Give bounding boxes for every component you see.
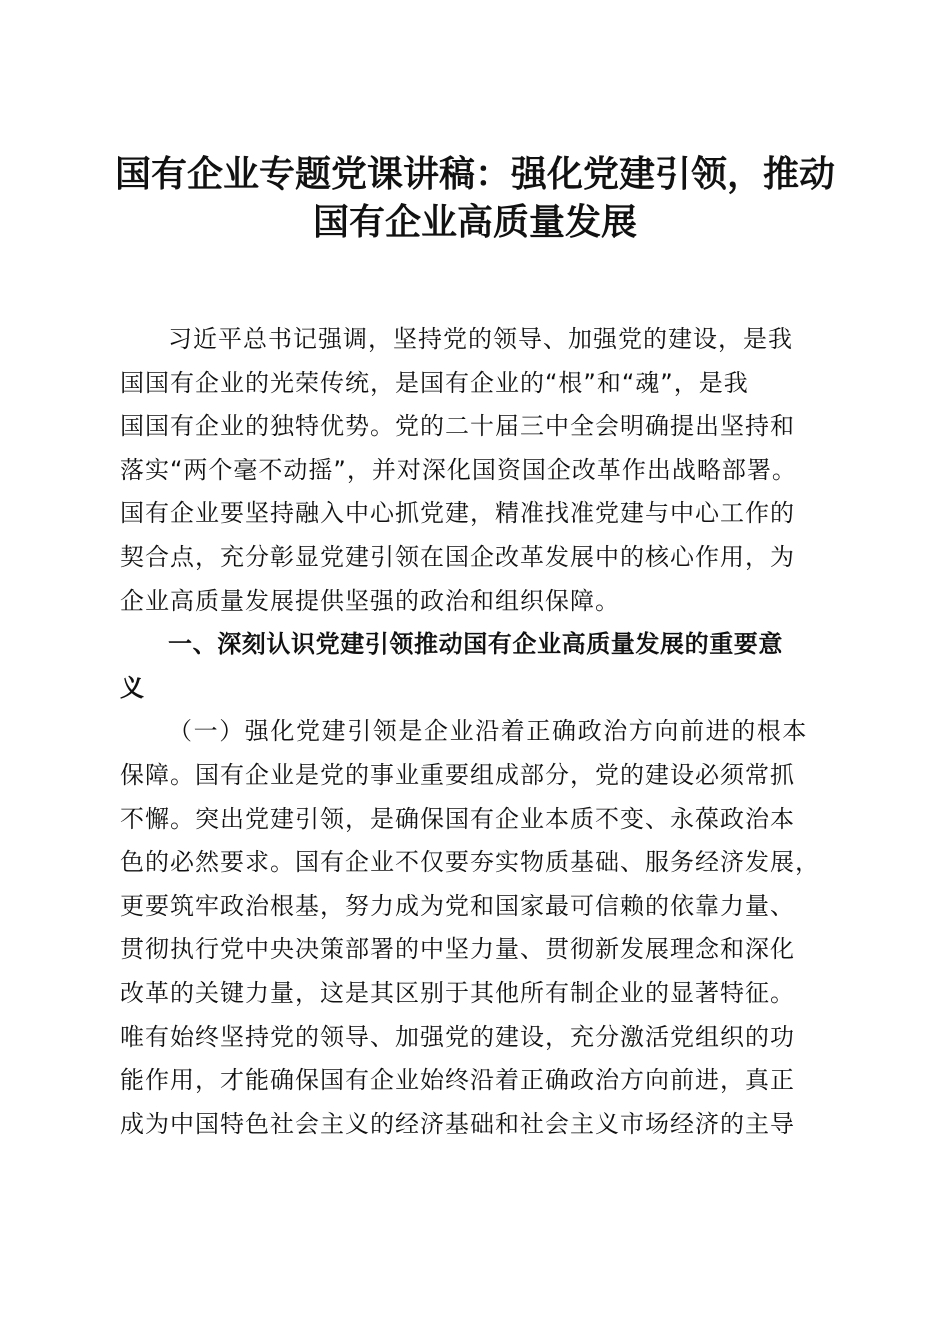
text-line: 成为中国特色社会主义的经济基础和社会主义市场经济的主导 [120, 1109, 795, 1138]
text-line: 习近平总书记强调，坚持党的领导、加强党的建设，是我 [168, 325, 793, 353]
text-line: 不懈。突出党建引领，是确保国有企业本质不变、永葆政治本 [120, 804, 795, 833]
text-line: 企业高质量发展提供坚强的政治和组织保障。 [120, 586, 620, 615]
document-title [100, 150, 850, 246]
subsection-paragraph [120, 710, 832, 1146]
heading-line: 义 [120, 673, 145, 702]
text-line: 落实“两个毫不动摇”，并对深化国资国企改革作出战略部署。 [120, 455, 797, 484]
text-line: 国国有企业的光荣传统，是国有企业的“根”和“魂”，是我 [120, 368, 749, 397]
text-line: 改革的关键力量，这是其区别于其他所有制企业的显著特征。 [120, 978, 795, 1007]
text-line: 更要筑牢政治根基，努力成为党和国家最可信赖的依靠力量、 [120, 891, 795, 920]
subheading-line: （一）强化党建引领是企业沿着正确政治方向前进的根本 [168, 717, 808, 746]
text-line: 契合点，充分彰显党建引领在国企改革发展中的核心作用，为 [120, 542, 795, 571]
section-heading [120, 623, 832, 710]
text-line: 能作用，才能确保国有企业始终沿着正确政治方向前进，真正 [120, 1066, 795, 1095]
text-line: 国国有企业的独特优势。党的二十届三中全会明确提出坚持和 [120, 412, 795, 441]
title-line: 国有企业高质量发展 [312, 201, 637, 243]
text-line: 唯有始终坚持党的领导、加强党的建设，充分激活党组织的功 [120, 1022, 795, 1051]
title-line: 国有企业专题党课讲稿：强化党建引领，推动 [114, 153, 835, 195]
heading-line: 一、深刻认识党建引领推动国有企业高质量发展的重要意 [168, 630, 783, 659]
document-body [120, 318, 832, 1146]
text-line: 色的必然要求。国有企业不仅要夯实物质基础、服务经济发展， [120, 848, 820, 877]
intro-paragraph [120, 318, 832, 623]
text-line: 贯彻执行党中央决策部署的中坚力量、贯彻新发展理念和深化 [120, 935, 795, 964]
text-line: 保障。国有企业是党的事业重要组成部分，党的建设必须常抓 [120, 760, 795, 789]
text-line: 国有企业要坚持融入中心抓党建，精准找准党建与中心工作的 [120, 499, 795, 528]
